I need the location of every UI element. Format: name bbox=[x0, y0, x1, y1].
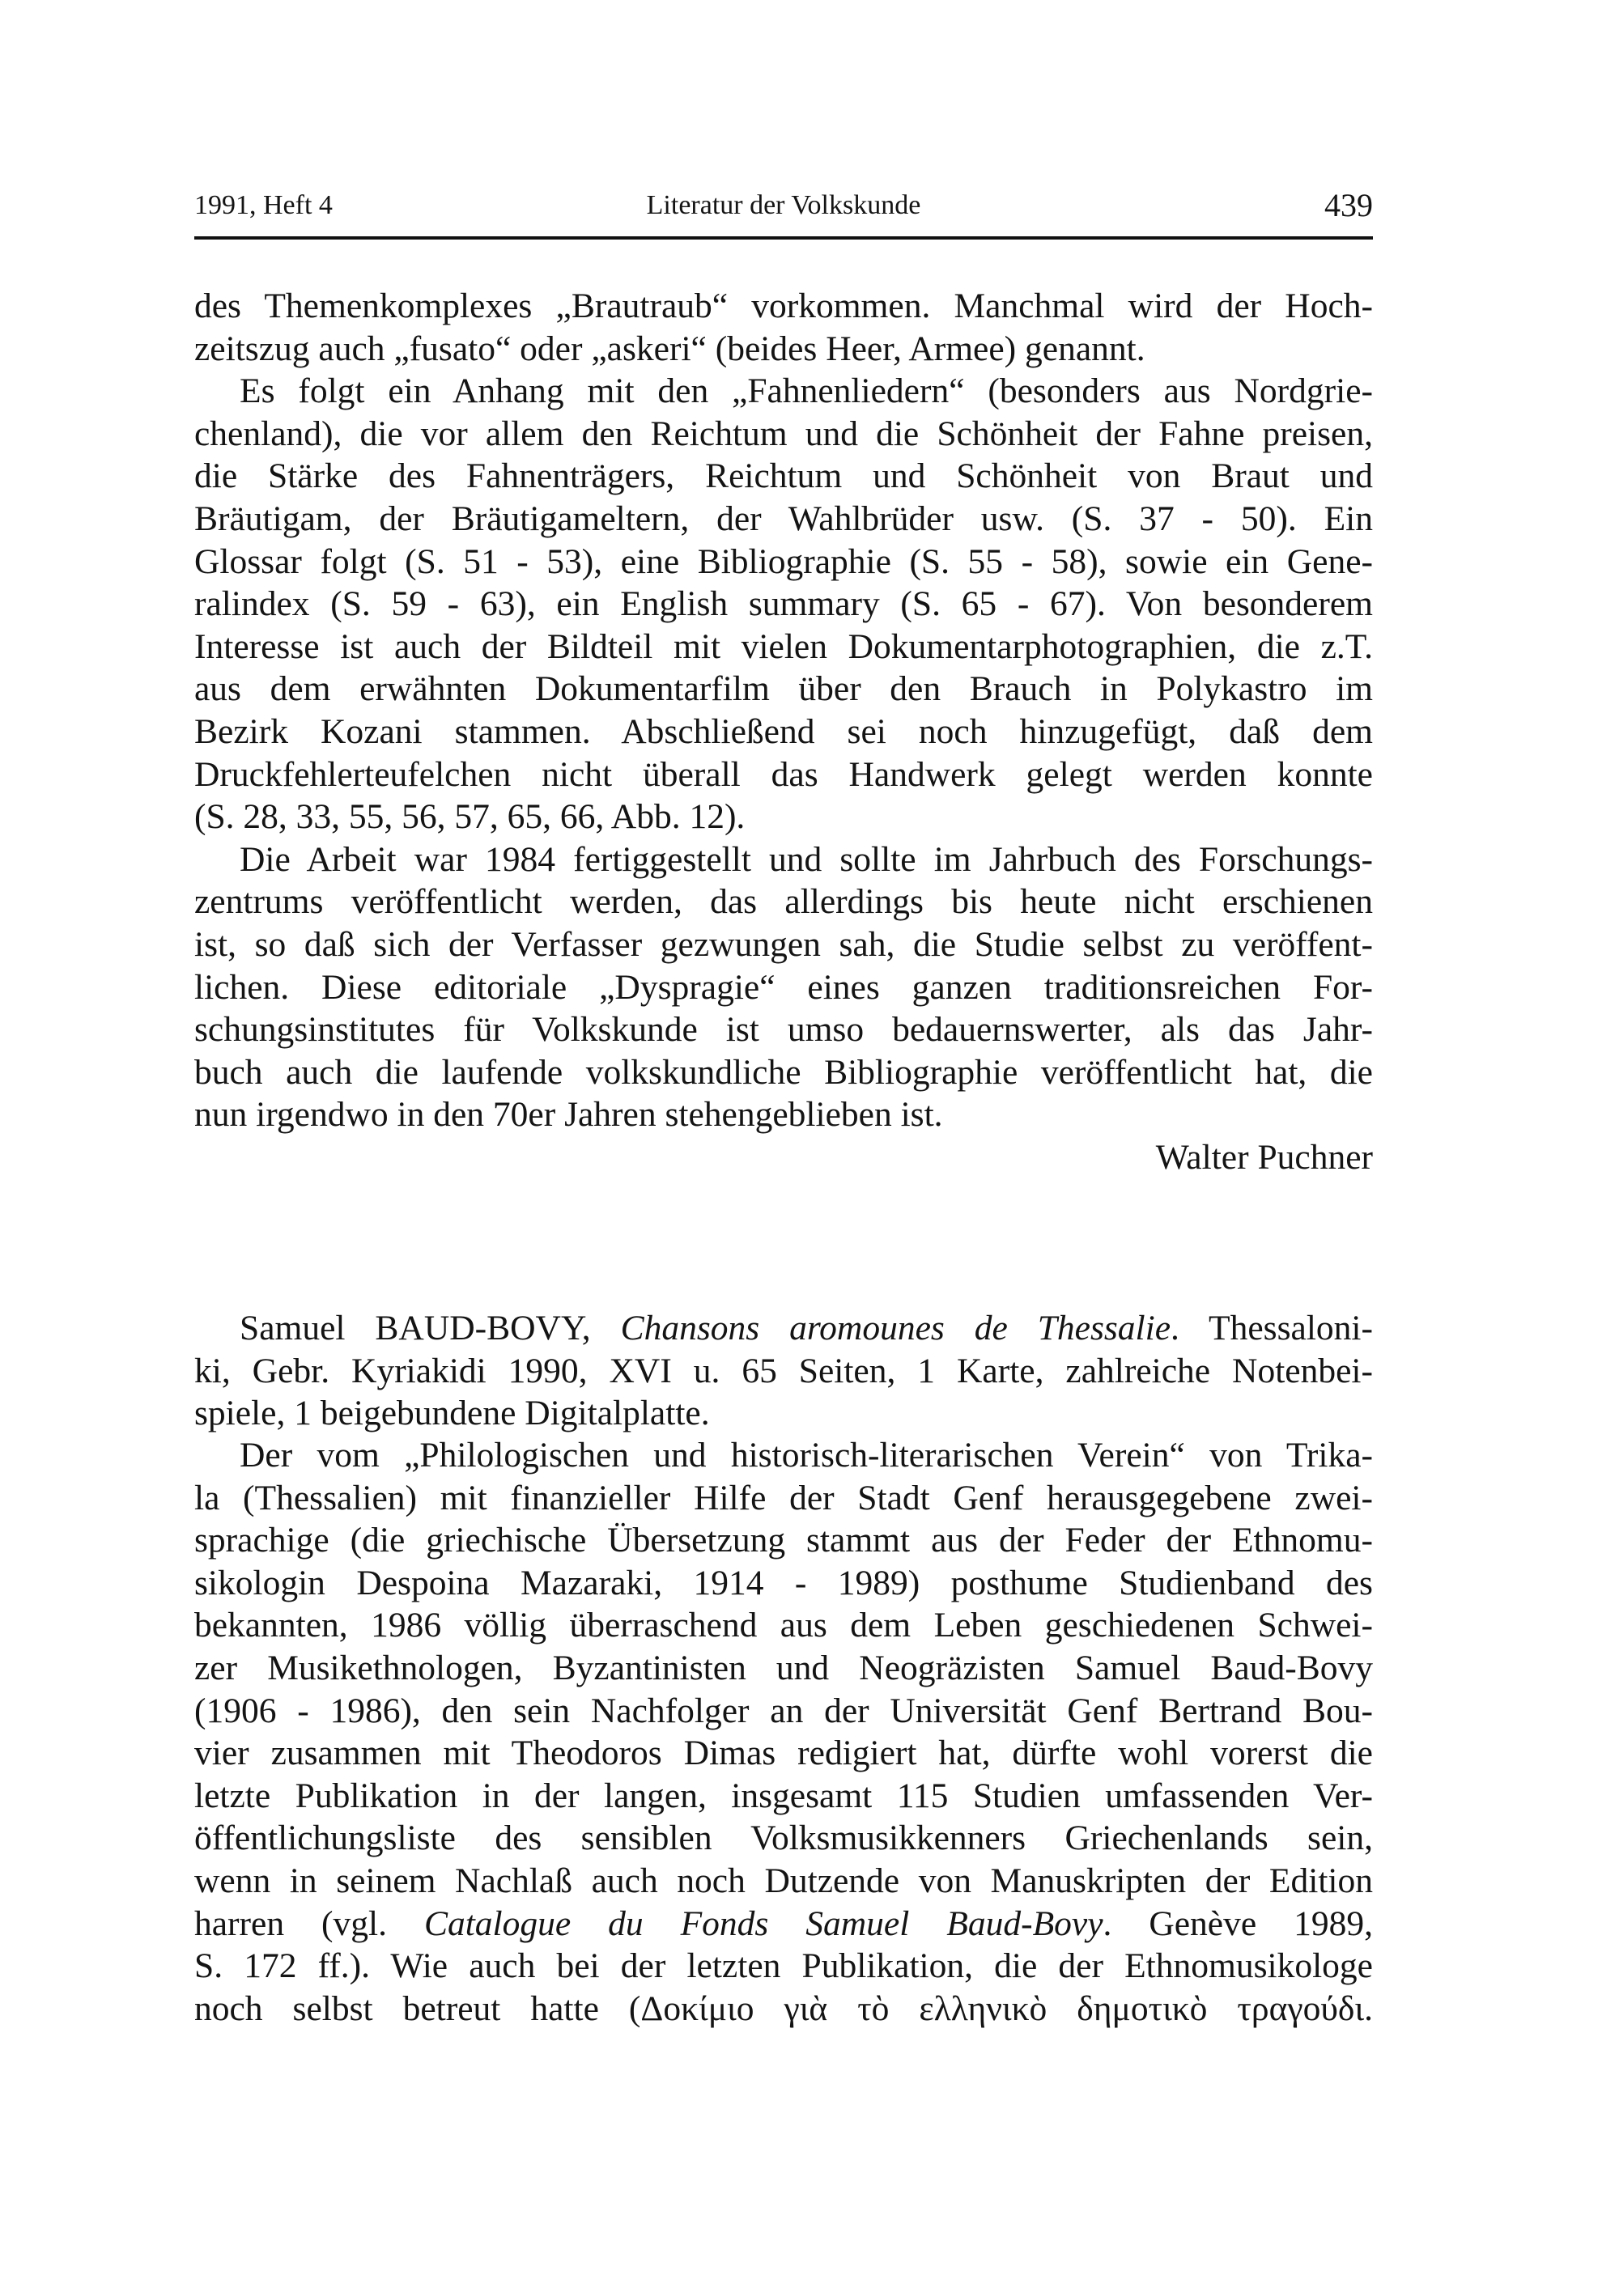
citation-pre: harren (vgl. bbox=[194, 1903, 424, 1943]
text-line: Glossar folgt (S. 51 - 53), eine Bibliographie (S. 55 - 58), sowie ein Gene- bbox=[194, 541, 1373, 581]
review-heading-line-3: spiele, 1 beigebundene Digitalplatte. bbox=[194, 1394, 710, 1433]
text-line: zentrums veröffentlicht werden, das allerdings bis heute nicht erschienen bbox=[194, 882, 1373, 922]
text-line: (1906 - 1986), den sein Nachfolger an der Universität Genf Bertrand Bou- bbox=[194, 1691, 1373, 1730]
text-line: schungsinstitutes für Volkskunde ist umso bedauernswerter, als das Jahr- bbox=[194, 1010, 1373, 1050]
citation-post: . Genève 1989, bbox=[1103, 1903, 1373, 1943]
text-line: Bräutigam, der Bräutigameltern, der Wahlbrüder usw. (S. 37 - 50). Ein bbox=[194, 499, 1373, 538]
issue-label: 1991, Heft 4 bbox=[194, 190, 333, 220]
text-line: ist, so daß sich der Verfasser gezwungen sah, die Studie selbst zu veröffent- bbox=[194, 924, 1373, 964]
text-line: noch selbst betreut hatte (Δοκίμιο γιὰ τὸ ελληνικὸ δημοτικὸ τραγούδι. bbox=[194, 1988, 1373, 2028]
text-line: Interesse ist auch der Bildteil mit vielen Dokumentarphotographien, die z.T. bbox=[194, 626, 1373, 666]
text-line: S. 172 ff.). Wie auch bei der letzten Publikation, die der Ethnomusikologe bbox=[194, 1946, 1373, 1986]
text-line: Die Arbeit war 1984 fertiggestellt und sollte im Jahrbuch des Forschungs- bbox=[240, 839, 1373, 879]
review-author: Samuel BAUD-BOVY, bbox=[240, 1309, 621, 1347]
text-line: wenn in seinem Nachlaß auch noch Dutzende von Manuskripten der Edition bbox=[194, 1861, 1373, 1900]
running-head bbox=[194, 183, 1373, 228]
text-line: lichen. Diese editoriale „Dyspragie“ eines ganzen traditionsreichen For- bbox=[194, 967, 1373, 1007]
text-line: bekannten, 1986 völlig überraschend aus dem Leben geschiedenen Schwei- bbox=[194, 1606, 1373, 1645]
text-line: buch auch die laufende volkskundliche Bibliographie veröffentlicht hat, die bbox=[194, 1052, 1373, 1092]
text-line: zer Musikethnologen, Byzantinisten und Neogräzisten Samuel Baud-Bovy bbox=[194, 1648, 1373, 1687]
section-title: Literatur der Volkskunde bbox=[646, 190, 921, 220]
heading-text: . Thessaloni- bbox=[1171, 1309, 1373, 1347]
text-line: sprachige (die griechische Übersetzung stammt aus der Feder der Ethnomu- bbox=[194, 1521, 1373, 1560]
text-line: chenland), die vor allem den Reichtum und die Schönheit der Fahne preisen, bbox=[194, 414, 1373, 453]
text-line: Bezirk Kozani stammen. Abschließend sei noch hinzugefügt, daß dem bbox=[194, 711, 1373, 751]
text-line: Druckfehlerteufelchen nicht überall das Handwerk gelegt werden konnte bbox=[194, 754, 1373, 794]
text-line: Es folgt ein Anhang mit den „Fahnenliedern“ (besonders aus Nordgrie- bbox=[240, 371, 1373, 411]
text-line: vier zusammen mit Theodoros Dimas redigiert hat, dürfte wohl vorerst die bbox=[194, 1734, 1373, 1773]
review-baud-bovy-body bbox=[194, 1434, 1373, 2030]
review-heading-line-1 bbox=[194, 1307, 1373, 1350]
text-line: zeitszug auch „fusato“ oder „askeri“ (beides Heer, Armee) genannt. bbox=[194, 329, 1145, 368]
review-heading-line-2: ki, Gebr. Kyriakidi 1990, XVI u. 65 Seiten, 1 Karte, zahlreiche Notenbei- bbox=[194, 1351, 1373, 1390]
text-line: letzte Publikation in der langen, insgesamt 115 Studien umfassenden Ver- bbox=[194, 1776, 1373, 1815]
text-line: öffentlichungsliste des sensiblen Volksmusikkenners Griechenlands sein, bbox=[194, 1819, 1373, 1858]
text-line: die Stärke des Fahnenträgers, Reichtum und Schönheit von Braut und bbox=[194, 456, 1373, 496]
text-line: des Themenkomplexes „Brautraub“ vorkommen. Manchmal wird der Hoch- bbox=[194, 286, 1373, 325]
header-rule bbox=[194, 236, 1373, 240]
review-walter-puchner bbox=[194, 285, 1373, 1178]
book-title: Chansons aromounes de Thessalie bbox=[620, 1309, 1171, 1347]
page-number: 439 bbox=[1324, 187, 1373, 223]
text-line: ralindex (S. 59 - 63), ein English summary (S. 65 - 67). Von besonderem bbox=[194, 584, 1373, 624]
text-line: nun irgendwo in den 70er Jahren stehengeblieben ist. bbox=[194, 1095, 943, 1135]
text-line: Der vom „Philologischen und historisch-literarischen Verein“ von Trika- bbox=[240, 1436, 1373, 1475]
text-line: sikologin Despoina Mazaraki, 1914 - 1989) posthume Studienband des bbox=[194, 1563, 1373, 1602]
reviewer-signature: Walter Puchner bbox=[1155, 1137, 1373, 1177]
text-line: la (Thessalien) mit finanzieller Hilfe der Stadt Genf herausgegebene zwei- bbox=[194, 1478, 1373, 1517]
text-line: (S. 28, 33, 55, 56, 57, 65, 66, Abb. 12). bbox=[194, 797, 746, 837]
catalogue-citation-line bbox=[194, 1903, 1373, 1946]
catalogue-title: Catalogue du Fonds Samuel Baud-Bovy bbox=[423, 1903, 1103, 1943]
text-line: aus dem erwähnten Dokumentarfilm über den Brauch in Polykastro im bbox=[194, 669, 1373, 709]
review-heading bbox=[194, 1307, 1373, 1435]
